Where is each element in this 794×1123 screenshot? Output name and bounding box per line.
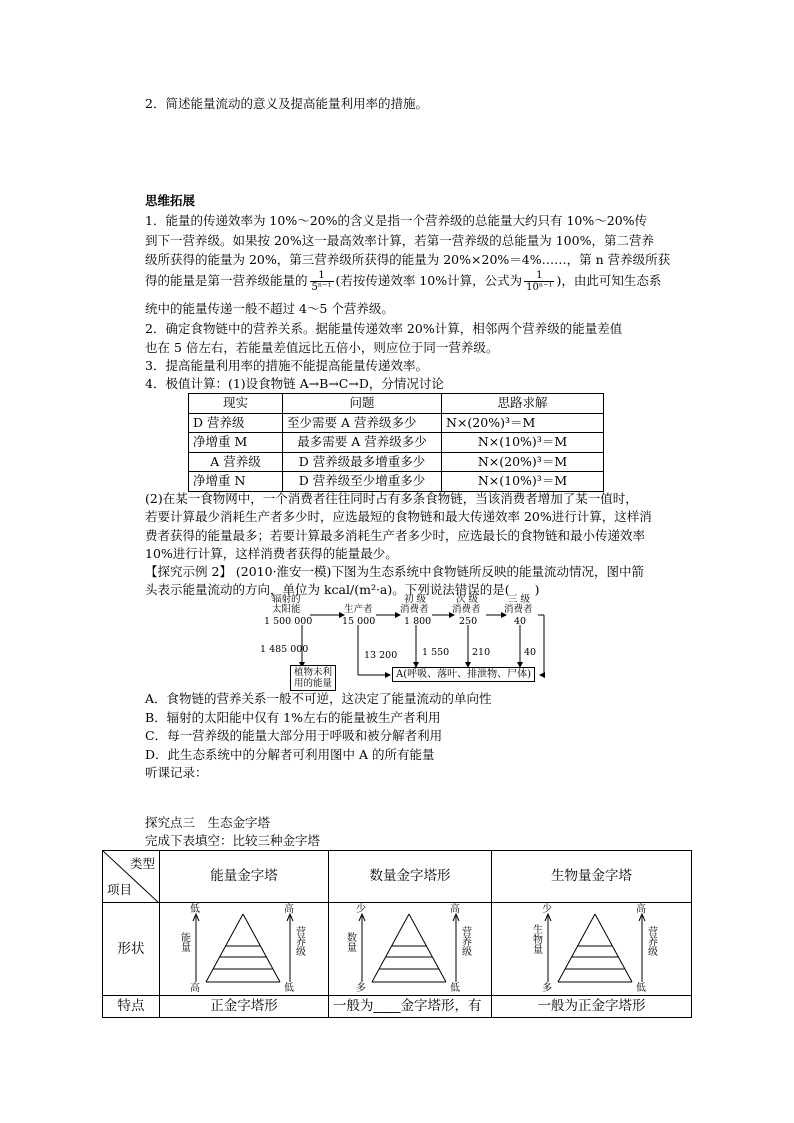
example-line: 【探究示例 2】 (2010·淮安一模)下图为生态系统中食物链所反映的能量流动情况，图中箭 xyxy=(145,564,644,579)
flow-value-primary: 1 800 xyxy=(404,616,432,627)
text: 得的能量是第一营养级能量的 xyxy=(145,273,308,288)
paragraph-line: 1．能量的传递效率为 10%～20%的含义是指一个营养级的总能量大约只有 10%～20%传 xyxy=(145,213,648,228)
flow-loss-tertiary: 40 xyxy=(524,647,537,658)
pyramid-biomass: 少 高 生物量 营养级 多 低 xyxy=(492,903,692,996)
table-header: 思路求解 xyxy=(442,394,604,414)
feature-number: 一般为____金字塔形，有 xyxy=(329,996,492,1018)
flow-label-primary: 消费者 xyxy=(400,604,429,615)
col-header-number: 数量金字塔形 xyxy=(329,851,492,903)
pyramid-energy: 低 高 能量 营养级 高 低 xyxy=(160,903,329,996)
row-label-feature: 特点 xyxy=(103,996,160,1018)
flow-value-sun: 1 500 000 xyxy=(264,616,313,627)
flow-label-secondary: 次 级 xyxy=(456,594,479,605)
flow-label-sun: 太阳能 xyxy=(272,604,301,615)
flow-label-secondary: 消费者 xyxy=(452,604,481,615)
fraction: $\frac{1}{\text{10ⁿ⁻¹}}$ xyxy=(526,270,553,293)
paragraph-line: 费者获得的能量最多；若要计算最多消耗生产者多少时，应选最长的食物链和最小传递效率 xyxy=(145,528,646,543)
flow-label-primary: 初 级 xyxy=(404,594,427,605)
section-heading-extension: 思维拓展 xyxy=(145,193,196,208)
col-header-biomass: 生物量金字塔 xyxy=(492,851,692,903)
table-header: 问题 xyxy=(283,394,442,414)
calc-table xyxy=(188,393,604,492)
pyramid-table xyxy=(102,850,692,1018)
flow-loss-sun: 1 485 000 xyxy=(260,644,309,655)
example-line: 头表示能量流动的方向，单位为 kcal/(m²·a)。下列说法错误的是( ) xyxy=(145,582,540,597)
paragraph-line: 10%进行计算，这样消费者获得的能量最少。 xyxy=(145,546,398,561)
section-instruction: 完成下表填空：比较三种金字塔 xyxy=(145,833,321,848)
flow-label-producer: 生产者 xyxy=(344,604,373,615)
pyramid-number: 少 高 数量 营养级 多 低 xyxy=(329,903,492,996)
feature-biomass: 一般为正金字塔形 xyxy=(492,996,692,1018)
table-row: 净增重 M 最多需要 A 营养级多少 N×(10%)³＝M xyxy=(189,433,604,453)
paragraph-line: 4．极值计算：(1)设食物链 A→B→C→D，分情况讨论 xyxy=(145,376,444,391)
decomposer-box-a: A(呼吸、落叶、排泄物、尸体) xyxy=(392,667,535,682)
fraction: $\frac{1}{\text{5ⁿ⁻¹}}$ xyxy=(311,270,332,293)
unused-energy-box: 植物未利 用的能量 xyxy=(290,665,336,691)
option-b: B．辐射的太阳能中仅有 1%左右的能量被生产者利用 xyxy=(145,710,441,725)
flow-label-tertiary: 三 级 xyxy=(508,594,531,605)
table-header: 现实 xyxy=(189,394,283,414)
option-d: D．此生态系统中的分解者可利用图中 A 的所有能量 xyxy=(145,747,435,762)
energy-flow-diagram xyxy=(262,595,552,690)
paragraph-line: 也在 5 倍左右，若能量差值远比五倍小，则应位于同一营养级。 xyxy=(145,340,499,355)
paragraph-line-with-fractions xyxy=(145,268,661,294)
paragraph-line: 级所获得的能量为 20%，第三营养级所获得的能量为 20%×20%＝4%……，第 n 营养级所获 xyxy=(145,252,671,267)
option-c: C．每一营养级的能量大部分用于呼吸和被分解者利用 xyxy=(145,728,443,743)
flow-loss-primary: 1 550 xyxy=(422,647,450,658)
flow-value-producer: 15 000 xyxy=(342,616,376,627)
table-row: 净增重 N D 营养级至少增重多少 N×(10%)³＝M xyxy=(189,472,604,492)
section-title: 探究点三 生态金字塔 xyxy=(145,815,271,830)
question-2: 2．简述能量流动的意义及提高能量利用率的措施。 xyxy=(145,96,428,111)
paragraph-line: 3．提高能量利用率的措施不能提高能量传递效率。 xyxy=(145,358,428,373)
flow-value-tertiary: 40 xyxy=(514,616,527,627)
paragraph-line: (2)在某一食物网中，一个消费者往往同时占有多条食物链，当该消费者增加了某一值时， xyxy=(145,491,638,506)
flow-label-tertiary: 消费者 xyxy=(504,604,533,615)
feature-energy: 正金字塔形 xyxy=(160,996,329,1018)
row-label-shape: 形状 xyxy=(103,903,160,996)
notes-label: 听课记录： xyxy=(145,765,208,780)
text: (若按传递效率 10%计算，公式为 xyxy=(335,273,523,288)
paragraph-line: 2．确定食物链中的营养关系。据能量传递效率 20%计算，相邻两个营养级的能量差值 xyxy=(145,321,623,336)
table-row: A 营养级 D 营养级最多增重多少 N×(20%)³＝M xyxy=(189,452,604,472)
text: )，由此可知生态系 xyxy=(556,273,662,288)
paragraph-line: 统中的能量传递一般不超过 4～5 个营养级。 xyxy=(145,301,394,316)
paragraph-line: 若要计算最少消耗生产者多少时，应选最短的食物链和最大传递效率 20%进行计算，这样消 xyxy=(145,509,652,524)
option-a: A．食物链的营养关系一般不可逆，这决定了能量流动的单向性 xyxy=(145,691,492,706)
flow-loss-producer: 13 200 xyxy=(364,650,398,661)
table-row: D 营养级 至少需要 A 营养级多少 N×(20%)³＝M xyxy=(189,413,604,433)
corner-cell: 类型 项目 xyxy=(103,851,160,903)
paragraph-line: 到下一营养级。如果按 20%这一最高效率计算，若第一营养级的总能量为 100%，第二营养 xyxy=(145,233,654,248)
col-header-energy: 能量金字塔 xyxy=(160,851,329,903)
flow-value-secondary: 250 xyxy=(459,616,478,627)
flow-label-sun: 辐射的 xyxy=(272,594,301,605)
flow-loss-secondary: 210 xyxy=(472,647,491,658)
